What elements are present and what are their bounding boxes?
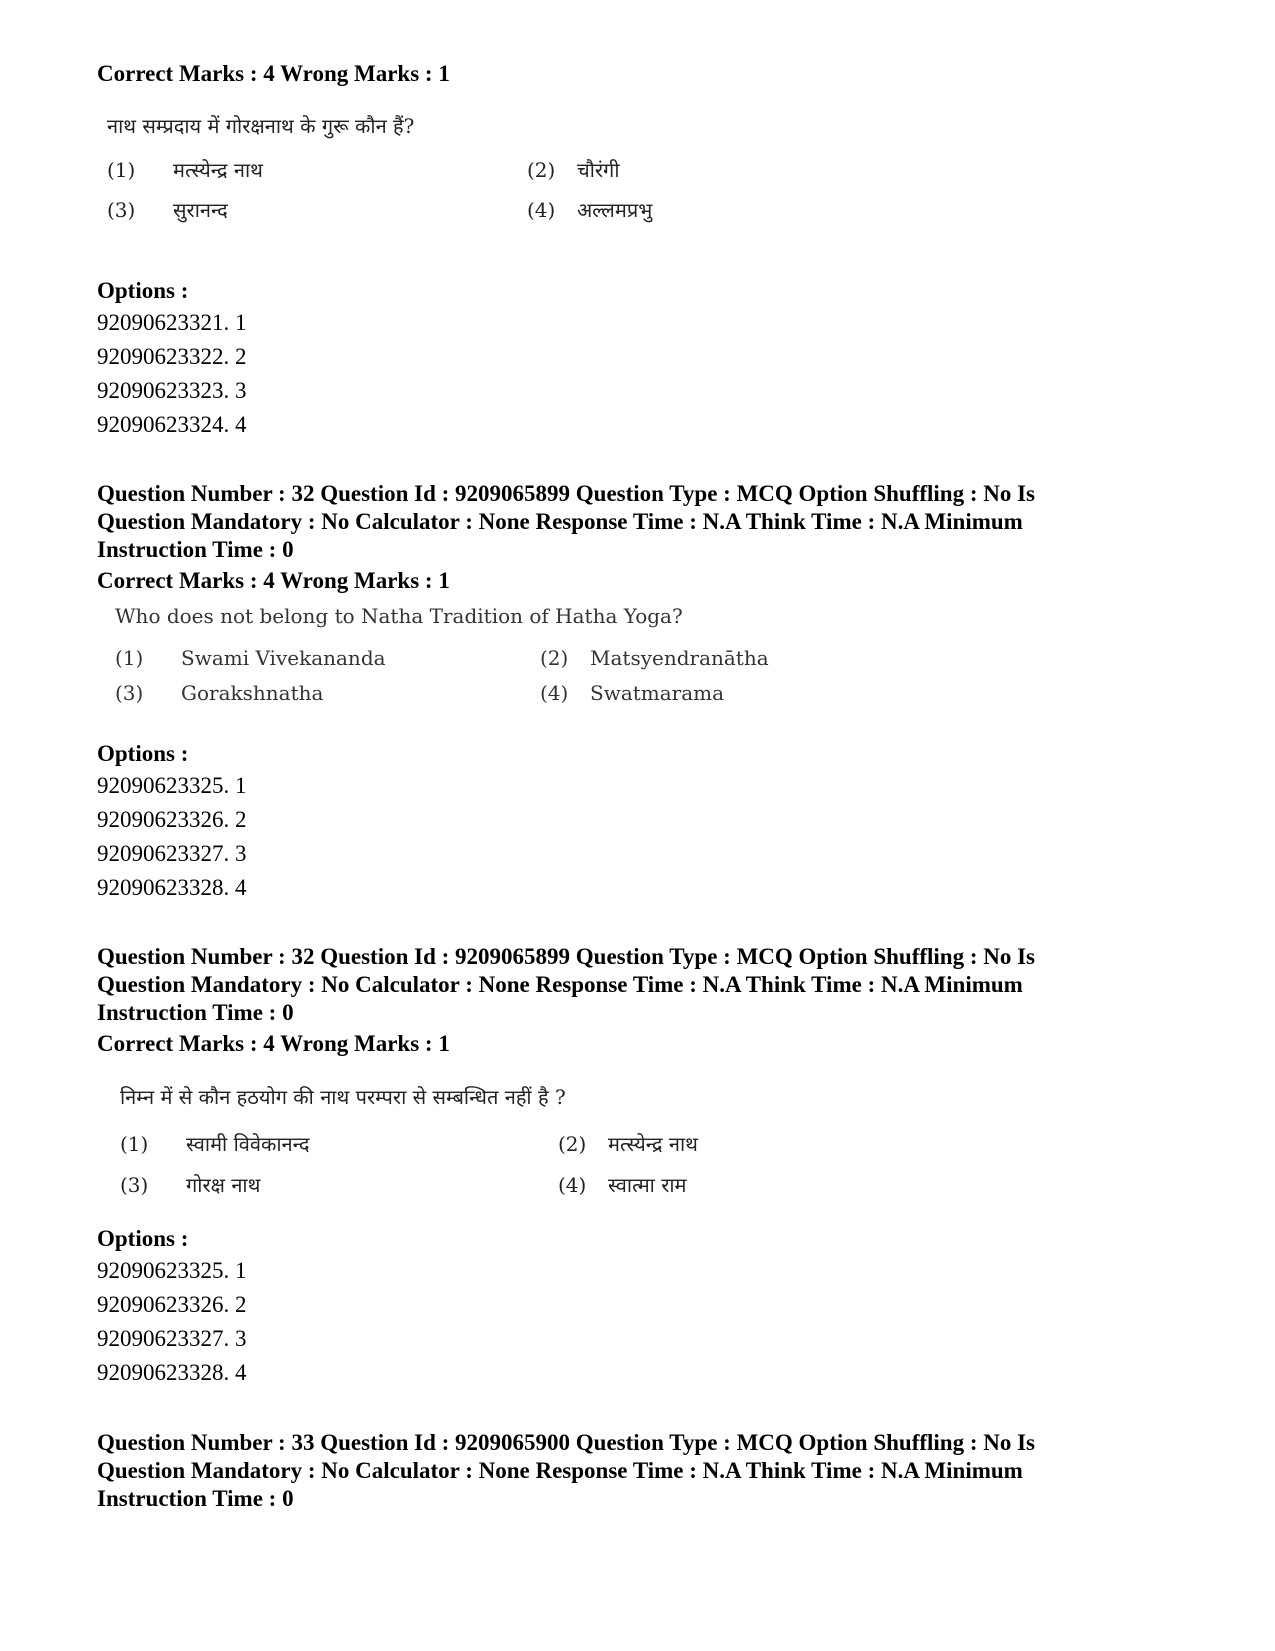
meta-line: Question Number : 33 Question Id : 9209065900 Question Type : MCQ Option Shuffling : No Is: [97, 1430, 1036, 1455]
choice-text: मत्स्येन्द्र नाथ: [173, 158, 263, 182]
question-text: निम्न में से कौन हठयोग की नाथ परम्परा से सम्बन्धित नहीं है ?: [120, 1085, 566, 1109]
options-label: Options :: [97, 741, 189, 766]
marks-line: Correct Marks : 4 Wrong Marks : 1: [97, 568, 450, 593]
option-line: 92090623328. 4: [97, 875, 247, 900]
choice-3: [115, 681, 323, 705]
option-line: 92090623328. 4: [97, 1360, 247, 1385]
question-image: [115, 604, 795, 714]
choice-4: [540, 681, 724, 705]
meta-line: Question Number : 32 Question Id : 9209065899 Question Type : MCQ Option Shuffling : No Is: [97, 944, 1036, 969]
marks-line: Correct Marks : 4 Wrong Marks : 1: [97, 1031, 450, 1056]
choice-1: [115, 646, 386, 670]
question-image: [107, 110, 707, 230]
choice-text: Gorakshnatha: [181, 681, 324, 705]
choice-text: Matsyendranātha: [590, 646, 769, 670]
meta-line: Instruction Time : 0: [97, 1486, 294, 1511]
choice-num: (4): [558, 1173, 587, 1197]
options-list: [97, 1254, 247, 1390]
choice-text: स्वात्मा राम: [608, 1173, 687, 1197]
options-list: [97, 769, 247, 905]
options-label: Options :: [97, 1226, 189, 1251]
question-image: [120, 1083, 760, 1208]
choice-num: (2): [558, 1132, 587, 1156]
choice-num: (1): [107, 158, 136, 182]
choice-num: (2): [527, 158, 556, 182]
option-line: 92090623326. 2: [97, 1292, 247, 1317]
meta-line: Question Mandatory : No Calculator : None Response Time : N.A Think Time : N.A Minimum: [97, 972, 1023, 997]
option-line: 92090623321. 1: [97, 310, 247, 335]
choice-text: Swami Vivekananda: [181, 646, 386, 670]
option-line: 92090623327. 3: [97, 1326, 247, 1351]
choice-3: [120, 1171, 260, 1198]
choice-text: मत्स्येन्द्र नाथ: [608, 1132, 698, 1156]
choice-num: (4): [540, 681, 569, 705]
choice-num: (3): [120, 1173, 149, 1197]
meta-line: Instruction Time : 0: [97, 1000, 294, 1025]
choice-text: चौरंगी: [577, 158, 620, 182]
option-line: 92090623326. 2: [97, 807, 247, 832]
choice-1: [107, 156, 263, 183]
choice-text: Swatmarama: [590, 681, 725, 705]
choice-2: [558, 1130, 698, 1157]
choice-3: [107, 196, 228, 223]
choice-text: गोरक्ष नाथ: [186, 1173, 261, 1197]
choice-num: (3): [115, 681, 144, 705]
choice-4: [527, 196, 652, 223]
question-meta: [97, 480, 1177, 564]
options-list: [97, 306, 247, 442]
option-line: 92090623325. 1: [97, 1258, 247, 1283]
question-text: नाथ सम्प्रदाय में गोरक्षनाथ के गुरू कौन हैं?: [107, 114, 415, 138]
meta-line: Question Mandatory : No Calculator : None Response Time : N.A Think Time : N.A Minimum: [97, 1458, 1023, 1483]
meta-line: Question Number : 32 Question Id : 9209065899 Question Type : MCQ Option Shuffling : No Is: [97, 481, 1036, 506]
choice-4: [558, 1171, 687, 1198]
option-line: 92090623322. 2: [97, 344, 247, 369]
option-line: 92090623323. 3: [97, 378, 247, 403]
meta-line: Question Mandatory : No Calculator : None Response Time : N.A Think Time : N.A Minimum: [97, 509, 1023, 534]
choice-num: (1): [120, 1132, 149, 1156]
choice-2: [540, 646, 769, 670]
option-line: 92090623327. 3: [97, 841, 247, 866]
choice-2: [527, 156, 620, 183]
meta-line: Instruction Time : 0: [97, 537, 294, 562]
choice-text: स्वामी विवेकानन्द: [186, 1132, 310, 1156]
option-line: 92090623325. 1: [97, 773, 247, 798]
question-text: Who does not belong to Natha Tradition of Hatha Yoga?: [115, 604, 683, 628]
choice-num: (4): [527, 198, 556, 222]
choice-1: [120, 1130, 309, 1157]
choice-num: (3): [107, 198, 136, 222]
choice-num: (2): [540, 646, 569, 670]
choice-num: (1): [115, 646, 144, 670]
options-label: Options :: [97, 278, 189, 303]
choice-text: अल्लमप्रभु: [577, 198, 653, 222]
choice-text: सुरानन्द: [173, 198, 228, 222]
option-line: 92090623324. 4: [97, 412, 247, 437]
question-meta: [97, 1429, 1177, 1513]
marks-line: Correct Marks : 4 Wrong Marks : 1: [97, 61, 450, 86]
question-meta: [97, 943, 1177, 1027]
